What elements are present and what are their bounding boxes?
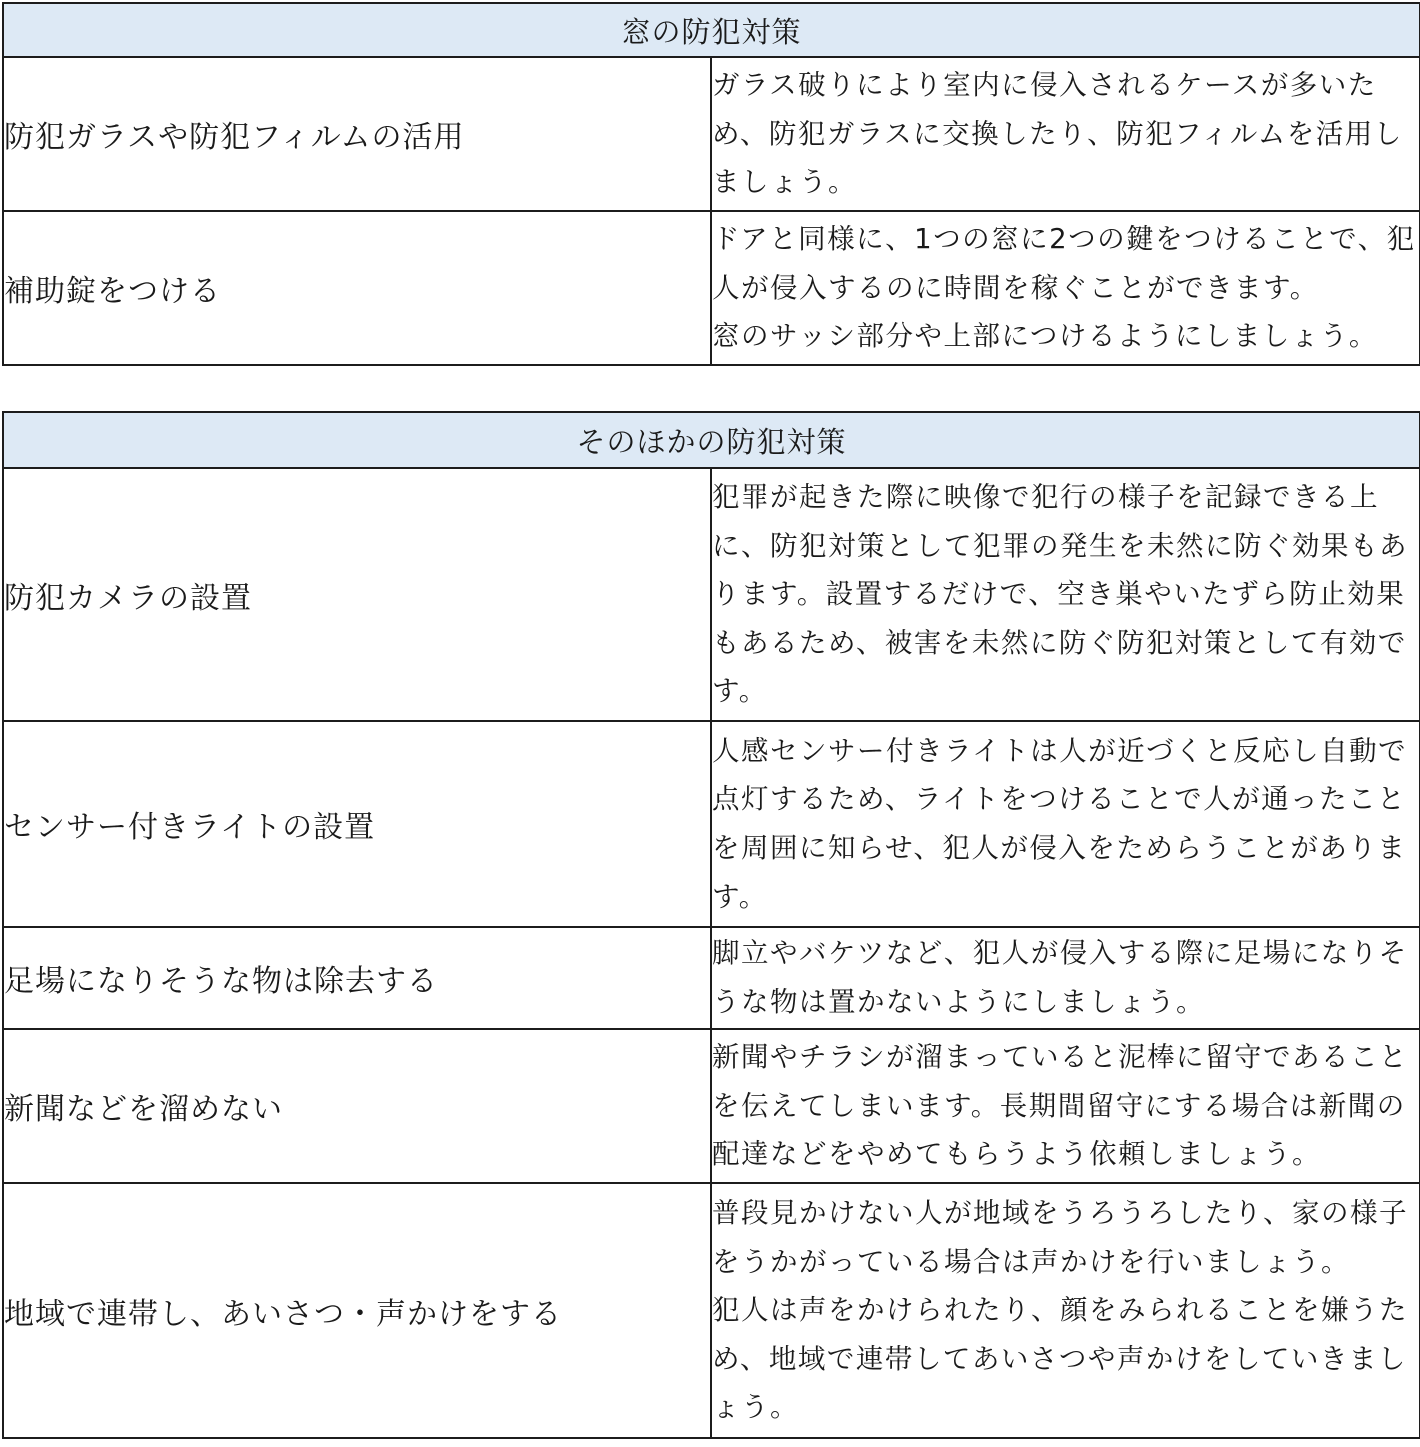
measure-description: 新聞やチラシが溜まっていると泥棒に留守であることを伝えてしまいます。長期間留守にする場合は新聞の配達などをやめてもらうよう依頼しましょう。 [711, 1029, 1420, 1183]
measure-name: 新聞などを溜めない [3, 1029, 711, 1183]
measure-name: センサー付きライトの設置 [3, 721, 711, 927]
table-row [3, 1029, 1420, 1183]
measure-name: 防犯ガラスや防犯フィルムの活用 [3, 57, 711, 211]
other-crime-prevention-table [2, 411, 1420, 1439]
measure-name: 地域で連帯し、あいさつ・声かけをする [3, 1183, 711, 1438]
window-crime-prevention-table [2, 2, 1420, 366]
table-title: 窓の防犯対策 [3, 3, 1420, 57]
table-title: そのほかの防犯対策 [3, 412, 1420, 468]
measure-name: 足場になりそうな物は除去する [3, 927, 711, 1029]
table-row [3, 1183, 1420, 1438]
table-row [3, 211, 1420, 365]
measure-name: 防犯カメラの設置 [3, 468, 711, 721]
measure-description: 人感センサー付きライトは人が近づくと反応し自動で点灯するため、ライトをつけることで人が通ったことを周囲に知らせ、犯人が侵入をためらうことがあります。 [711, 721, 1420, 927]
table-row [3, 468, 1420, 721]
measure-description: ドアと同様に、1つの窓に2つの鍵をつけることで、犯人が侵入するのに時間を稼ぐことができます。 窓のサッシ部分や上部につけるようにしましょう。 [711, 211, 1420, 365]
table-row [3, 721, 1420, 927]
measure-description: ガラス破りにより室内に侵入されるケースが多いため、防犯ガラスに交換したり、防犯フィルムを活用しましょう。 [711, 57, 1420, 211]
measure-description: 脚立やバケツなど、犯人が侵入する際に足場になりそうな物は置かないようにしましょう。 [711, 927, 1420, 1029]
measure-description: 犯罪が起きた際に映像で犯行の様子を記録できる上に、防犯対策として犯罪の発生を未然に防ぐ効果もあります。設置するだけで、空き巣やいたずら防止効果もあるため、被害を未然に防ぐ防犯対策として有効です。 [711, 468, 1420, 721]
measure-name: 補助錠をつける [3, 211, 711, 365]
table-row [3, 927, 1420, 1029]
table-row [3, 57, 1420, 211]
measure-description: 普段見かけない人が地域をうろうろしたり、家の様子をうかがっている場合は声かけを行いましょう。 犯人は声をかけられたり、顔をみられることを嫌うため、地域で連帯してあいさつや声かけをしていきましょう。 [711, 1183, 1420, 1438]
